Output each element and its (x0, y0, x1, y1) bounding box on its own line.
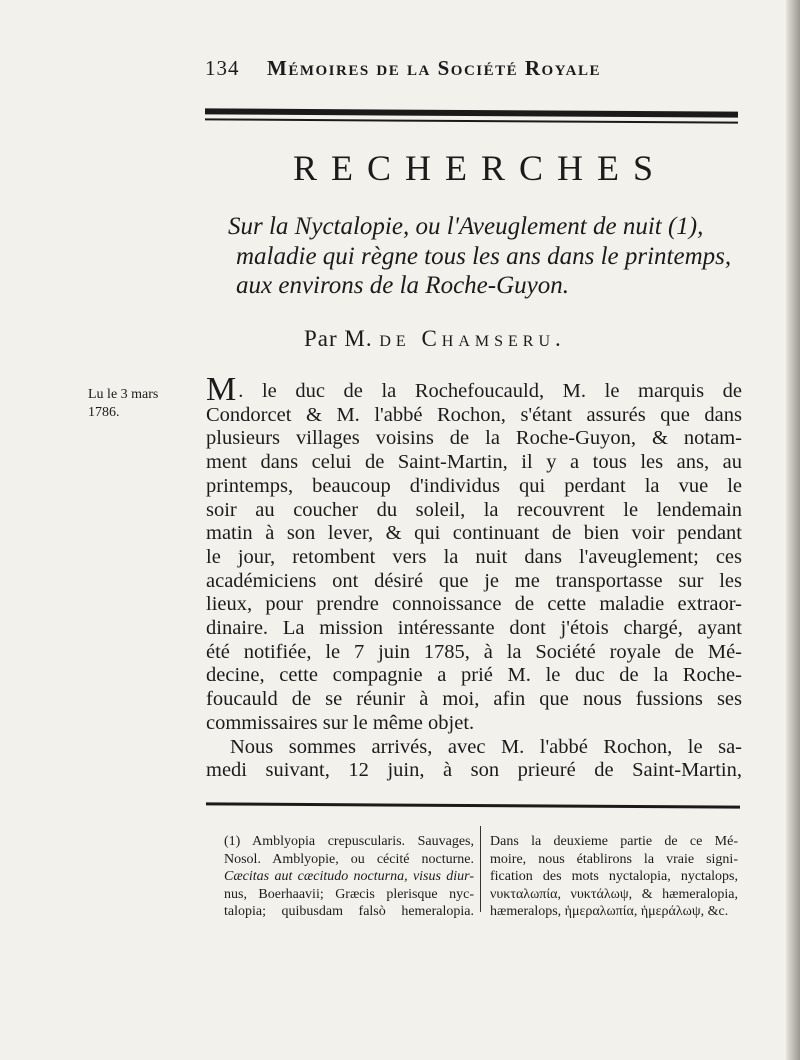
body-line: Condorcet & M. l'abbé Rochon, s'étant assurés que dans (206, 403, 742, 426)
body-line: académiciens ont désiré que je me transportasse sur les (206, 569, 742, 592)
body-line: lieux, pour prendre connoissance de cette maladie extraor- (206, 593, 742, 616)
footnote-line: talopia; quibusdam falsò hemeralopia. (224, 904, 474, 919)
byline-prefix: Par M. (304, 326, 373, 351)
page-number: 134 (205, 56, 240, 80)
body-text (206, 371, 742, 783)
body-line: commissaires sur le même objet. (206, 711, 475, 734)
running-title: Mémoires de la Société Royale (267, 56, 602, 80)
footnote-line: moire, nous établirons la vraie signi- (490, 851, 738, 867)
body-line: dinaire. La mission intéressante dont j'étois chargé, ayant (206, 617, 742, 640)
body-line: Nous sommes arrivés, avec M. l'abbé Rochon, le sa- (230, 735, 742, 758)
margin-note: Lu le 3 mars 1786. (88, 387, 159, 420)
subtitle-line-2: maladie qui règne tous les ans dans le printemps, (236, 243, 732, 270)
body-line: printemps, beaucoup d'individus qui perdant la vue le (206, 474, 742, 497)
page-header (205, 56, 685, 81)
footnote-line: fication des mots nyctalopia, nyctalops, (490, 869, 738, 884)
body-line: soir au coucher du soleil, la recouvrent le lendemain (206, 498, 742, 521)
subtitle-line-1: Sur la Nyctalopie, ou l'Aveuglement de nuit (1), (228, 213, 704, 240)
body-line: M. le duc de la Rochefoucauld, M. le marquis de (206, 371, 742, 408)
footnote-left (224, 833, 474, 921)
footnote-line: Nosol. Amblyopie, ou cécité nocturne. (224, 851, 474, 867)
header-rule-thick (205, 108, 738, 117)
header-rule-thin (205, 118, 738, 123)
body-line: été notifiée, le 7 juin 1785, à la Société royale de Mé- (206, 640, 742, 663)
body-line: foucauld de se réunir à moi, afin que nous fussions ses (206, 688, 742, 711)
footnote-line: νυκταλωπία, νυκτάλωψ, & hæmeralopia, (490, 886, 738, 902)
page-edge (786, 0, 800, 1060)
footnote-line: (1) Amblyopia crepuscularis. Sauvages, (224, 834, 474, 849)
byline (304, 326, 566, 352)
article-title: RECHERCHES (292, 148, 668, 188)
footnote-line: Cæcitas aut cæcitudo nocturna, visus diur- (224, 869, 474, 884)
subtitle-line-3: aux environs de la Roche-Guyon. (236, 272, 569, 299)
footnote-line: hæmeralops, ἡμεραλωπία, ἡμεράλωψ, &c. (490, 904, 729, 919)
body-line: matin à son lever, & qui continuant de bien voir pendant (206, 522, 742, 545)
body-line: ment dans celui de Saint-Martin, il y a tous les ans, au (206, 451, 742, 474)
footnote-column-divider (480, 826, 481, 912)
footnote-rule (206, 802, 740, 808)
body-line: le jour, retombent vers la nuit dans l'aveuglement; ces (206, 545, 742, 568)
body-line: medi suivant, 12 juin, à son prieuré de Saint-Martin, (206, 759, 742, 782)
author-name: de Chamseru. (379, 326, 566, 351)
footnote-right (490, 833, 738, 921)
footnote-line: nus, Boerhaavii; Græcis plerisque nyc- (224, 886, 474, 902)
body-line: decine, cette compagnie a prié M. le duc de la Roche- (206, 664, 742, 687)
body-line: plusieurs villages voisins de la Roche-Guyon, & notam- (206, 427, 742, 450)
drop-cap: M (206, 371, 237, 408)
footnote-line: Dans la deuxieme partie de ce Mé- (490, 834, 738, 849)
